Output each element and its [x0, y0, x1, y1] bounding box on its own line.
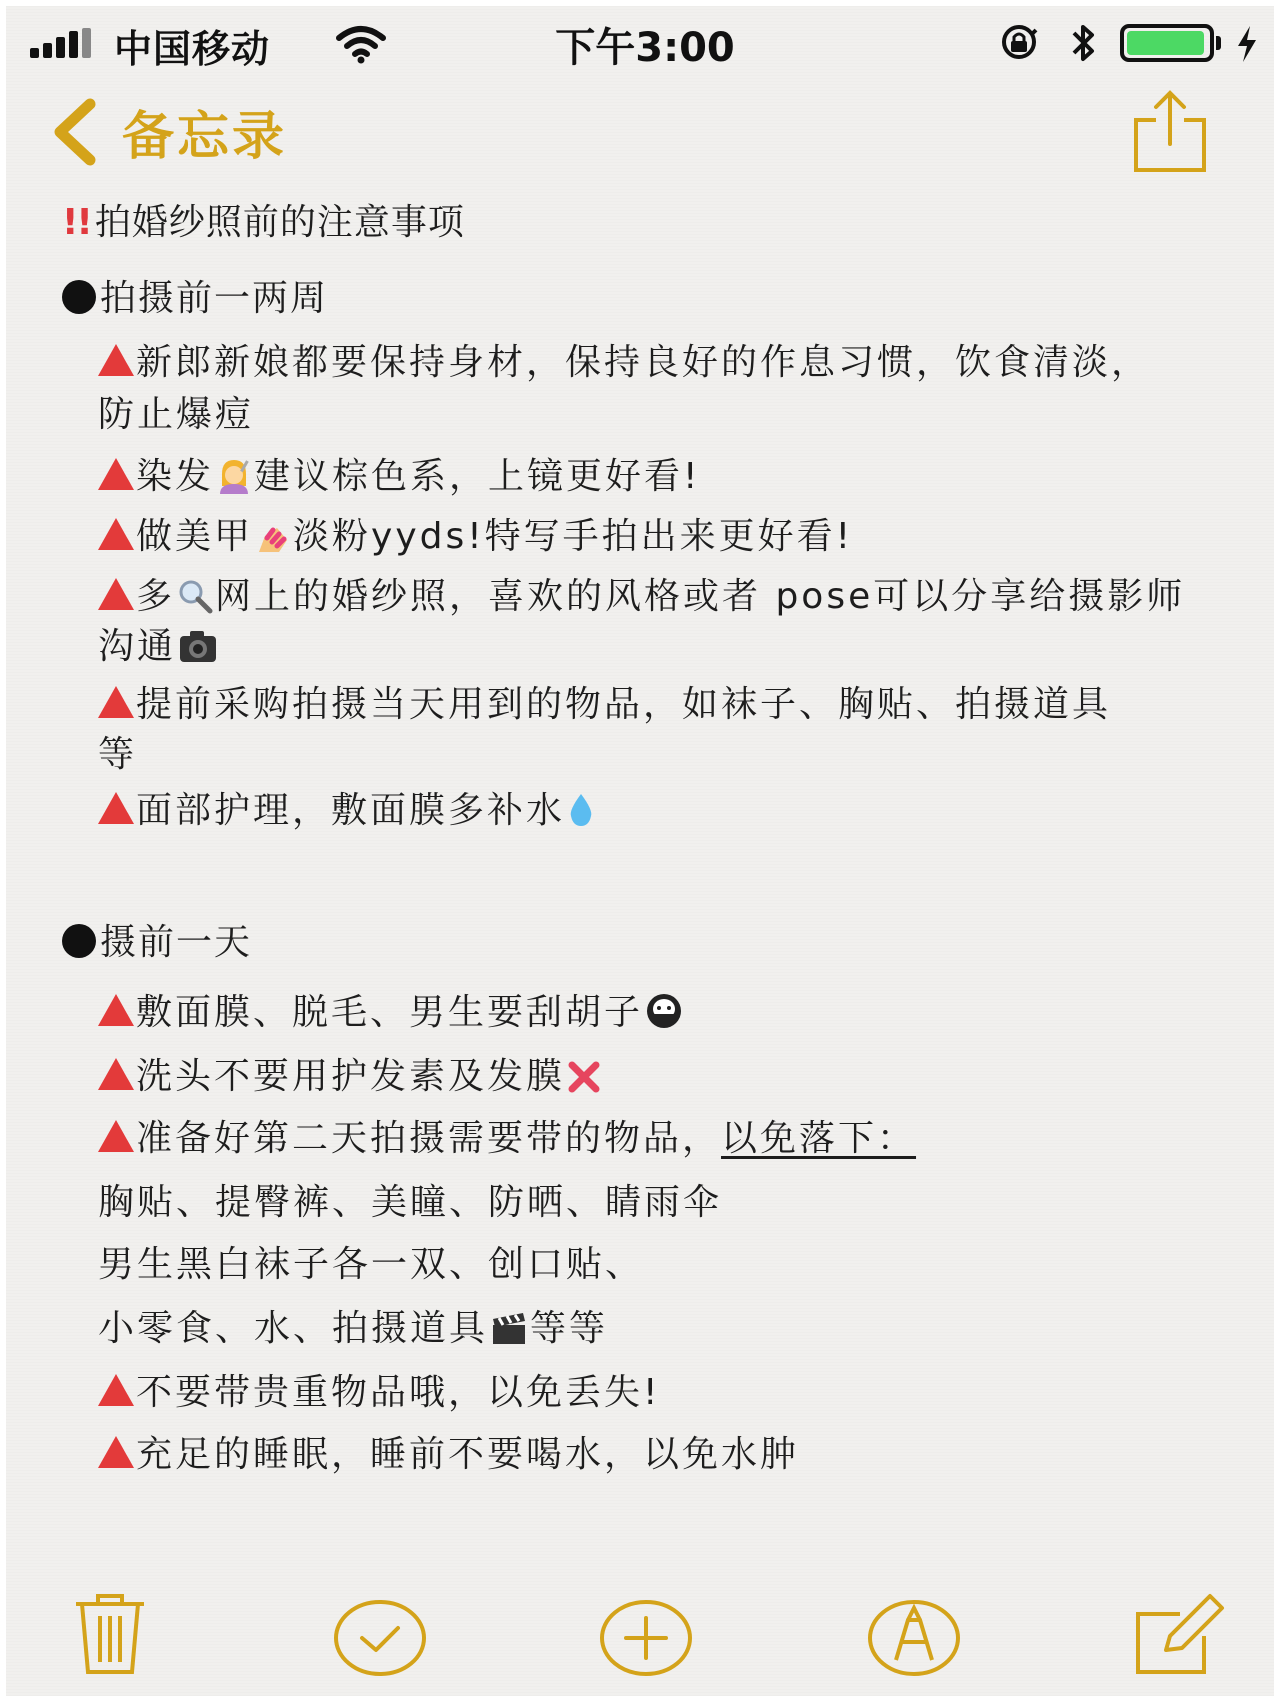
note-line: [98, 1110, 916, 1161]
compose-icon[interactable]: [1132, 1592, 1228, 1676]
charging-bolt-icon: [1234, 24, 1260, 64]
nail-polish-emoji-icon: [255, 518, 291, 554]
note-line-text: 充足的睡眠，睡前不要喝水，以免水肿: [136, 1434, 800, 1475]
double-exclamation-icon: !!: [62, 202, 91, 243]
note-line-text: 小零食、水、拍摄道具: [98, 1308, 489, 1349]
bullet-dot-icon: [62, 280, 96, 314]
note-line: [98, 1426, 799, 1477]
note-title-text: 拍婚纱照前的注意事项: [94, 202, 465, 243]
red-triangle-icon: [98, 578, 134, 610]
bearded-person-emoji-icon: [645, 992, 683, 1030]
plus-circle-icon[interactable]: [598, 1598, 694, 1678]
bottom-toolbar: [6, 1592, 1274, 1696]
note-line: [98, 508, 853, 559]
note-line-text: 沟通: [98, 626, 177, 667]
note-line: [98, 448, 700, 499]
note-line: [98, 726, 137, 777]
red-triangle-icon: [98, 344, 134, 376]
note-line-text: 男生黑白袜子各一双、创口贴、: [98, 1244, 645, 1285]
note-line-text: 做美甲: [136, 516, 254, 557]
back-label: 备忘录: [122, 107, 288, 167]
red-triangle-icon: [98, 458, 134, 490]
section-heading: [62, 270, 328, 321]
note-line-text: 等等: [530, 1308, 609, 1349]
note-line-text: 准备好第二天拍摄需要带的物品，: [136, 1118, 722, 1159]
chevron-left-icon: [50, 96, 100, 168]
note-line: [98, 984, 685, 1035]
hair-salon-emoji-icon: [216, 458, 252, 494]
bullet-dot-icon: [62, 924, 96, 958]
note-title: [62, 194, 465, 245]
note-line-text: 胸贴、提臀裤、美瞳、防晒、睛雨伞: [98, 1182, 723, 1223]
note-line-text: 染发: [136, 456, 215, 497]
clapper-board-emoji-icon: [490, 1312, 528, 1346]
magnifying-glass-emoji-icon: [177, 578, 213, 614]
section-heading: [62, 914, 252, 965]
note-line: [98, 782, 597, 833]
share-icon[interactable]: [1130, 90, 1210, 174]
note-line-text: 建议棕色系，上镜更好看!: [254, 456, 701, 497]
note-line: [98, 1236, 644, 1287]
note-line-text: 防止爆痘: [98, 394, 255, 435]
note-line: [98, 1174, 722, 1225]
note-line: [98, 386, 254, 437]
note-line: [98, 1364, 660, 1415]
red-triangle-icon: [98, 1374, 134, 1406]
navigation-bar: [6, 86, 1274, 186]
note-line-text: 新郎新娘都要保持身材，保持良好的作息习惯，饮食清淡，: [136, 342, 1151, 383]
note-line-text: 网上的婚纱照，喜欢的风格或者 pose可以分享给摄影师: [215, 576, 1186, 617]
note-line: [98, 676, 1111, 727]
note-line-text: 不要带贵重物品哦，以免丢失!: [136, 1372, 661, 1413]
note-line-text: 提前采购拍摄当天用到的物品，如袜子、胸贴、拍摄道具: [136, 684, 1112, 725]
battery-tip: [1216, 36, 1221, 50]
section-heading-text: 拍摄前一两周: [100, 278, 329, 319]
notes-app-screen: [6, 6, 1274, 1696]
back-button[interactable]: [50, 94, 287, 169]
orientation-lock-icon: [996, 22, 1042, 62]
red-triangle-icon: [98, 1120, 134, 1152]
note-line-text: 敷面膜、脱毛、男生要刮胡子: [136, 992, 644, 1033]
red-triangle-icon: [98, 518, 134, 550]
red-triangle-icon: [98, 1058, 134, 1090]
bluetooth-icon: [1068, 22, 1098, 64]
note-line-text: 面部护理，敷面膜多补水: [136, 790, 566, 831]
note-line-text: 淡粉yyds!特写手拍出来更好看!: [293, 516, 854, 557]
note-line-text: 洗头不要用护发素及发膜: [136, 1056, 566, 1097]
red-triangle-icon: [98, 792, 134, 824]
note-line: [98, 618, 220, 669]
note-line-underlined-text: 以免落下：: [721, 1118, 917, 1159]
red-triangle-icon: [98, 1436, 134, 1468]
battery-icon: [1120, 24, 1214, 62]
markup-pen-icon[interactable]: [866, 1598, 962, 1678]
status-bar: [6, 6, 1274, 78]
section-heading-text: 摄前一天: [100, 922, 253, 963]
camera-emoji-icon: [178, 628, 218, 664]
trash-icon[interactable]: [72, 1592, 148, 1676]
note-line: [98, 1300, 608, 1351]
note-line-text: 等: [98, 734, 138, 775]
note-line-text: 多: [136, 576, 176, 617]
droplet-emoji-icon: [567, 792, 595, 828]
note-line: [98, 568, 1185, 619]
carrier-name: 中国移动: [114, 27, 271, 71]
note-line: [98, 334, 1150, 385]
checkmark-circle-icon[interactable]: [332, 1598, 428, 1678]
status-time: 下午3:00: [555, 25, 735, 71]
cross-mark-emoji-icon: [567, 1060, 601, 1094]
note-line: [98, 1048, 603, 1099]
red-triangle-icon: [98, 994, 134, 1026]
red-triangle-icon: [98, 686, 134, 718]
